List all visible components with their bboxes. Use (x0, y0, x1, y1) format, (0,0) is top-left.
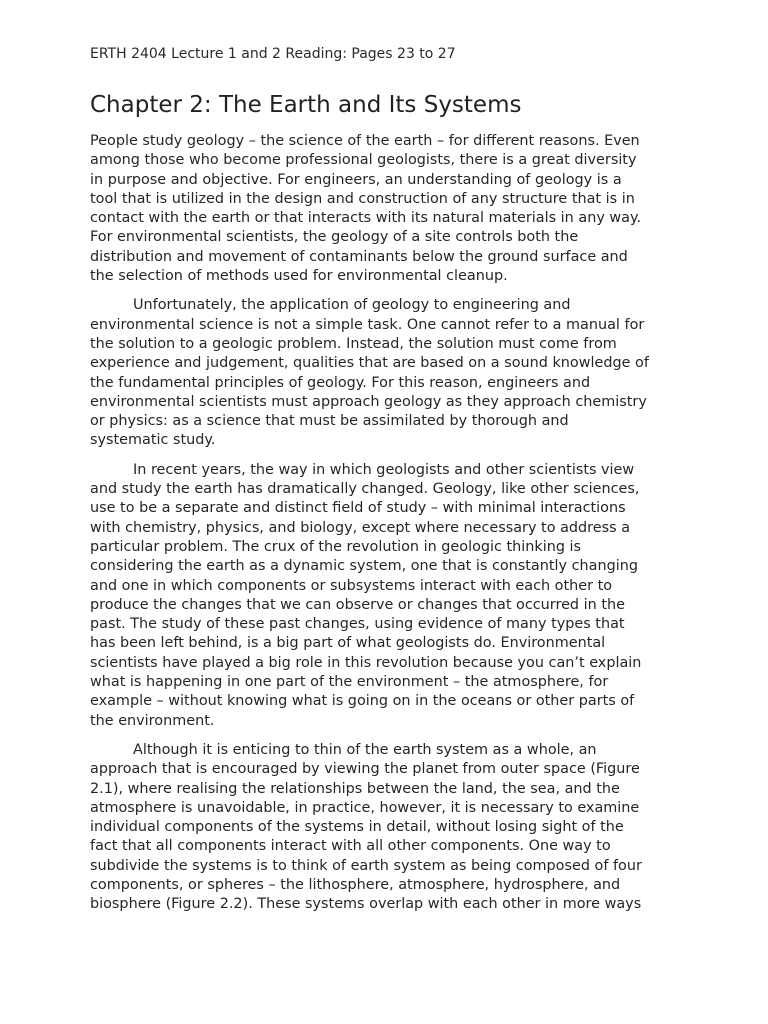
text-line: with chemistry, physics, and biology, except where necessary to address a (90, 519, 631, 536)
text-line: use to be a separate and distinct field of study – with minimal interactions (90, 500, 626, 517)
text-line: past. The study of these past changes, using evidence of many types that (90, 616, 625, 633)
text-line: distribution and movement of contaminants below the ground surface and (90, 248, 628, 265)
text-line: environmental science is not a simple task. One cannot refer to a manual for (90, 316, 645, 333)
text-line: In recent years, the way in which geologists and other scientists view (133, 461, 635, 478)
text-line: the solution to a geologic problem. Instead, the solution must come from (90, 335, 617, 352)
text-line: and study the earth has dramatically changed. Geology, like other sciences, (90, 481, 640, 498)
text-line: the selection of methods used for environmental cleanup. (90, 268, 508, 285)
text-line: contact with the earth or that interacts with its natural materials in any way. (90, 210, 642, 227)
text-line: subdivide the systems is to think of earth system as being composed of four (90, 857, 642, 874)
text-line: atmosphere is unavoidable, in practice, however, it is necessary to examine (90, 799, 640, 816)
text-line: 2.1), where realising the relationships between the land, the sea, and the (90, 780, 620, 797)
paragraph-1 (90, 132, 690, 286)
paragraph-4 (90, 741, 690, 915)
paragraph-2 (90, 296, 690, 450)
text-line: individual components of the systems in detail, without losing sight of the (90, 819, 624, 836)
text-line: or physics: as a science that must be assimilated by thorough and (90, 413, 569, 430)
text-line: experience and judgement, qualities that are based on a sound knowledge of (90, 355, 649, 372)
text-line: environmental scientists must approach geology as they approach chemistry (90, 393, 647, 410)
text-line: in purpose and objective. For engineers, an understanding of geology is a (90, 171, 622, 188)
text-line: fact that all components interact with all other components. One way to (90, 838, 611, 855)
chapter-title: Chapter 2: The Earth and Its Systems (90, 92, 522, 118)
text-line: the fundamental principles of geology. For this reason, engineers and (90, 374, 591, 391)
text-line: the environment. (90, 712, 215, 729)
page-header: ERTH 2404 Lecture 1 and 2 Reading: Pages 23 to 27 (90, 46, 456, 62)
text-line: For environmental scientists, the geology of a site controls both the (90, 229, 579, 246)
text-line: among those who become professional geologists, there is a great diversity (90, 152, 637, 169)
text-line: and one in which components or subsystems interact with each other to (90, 577, 613, 594)
text-line: biosphere (Figure 2.2). These systems overlap with each other in more ways (90, 896, 642, 913)
text-line: considering the earth as a dynamic system, one that is constantly changing (90, 558, 638, 575)
text-line: tool that is utilized in the design and construction of any structure that is in (90, 190, 635, 207)
text-line: produce the changes that we can observe or changes that occurred in the (90, 596, 625, 613)
text-line: Unfortunately, the application of geology to engineering and (133, 297, 571, 314)
paragraph-3 (90, 461, 690, 731)
text-line: Although it is enticing to thin of the earth system as a whole, an (133, 741, 597, 758)
text-line: approach that is encouraged by viewing the planet from outer space (Figure (90, 761, 640, 778)
text-line: what is happening in one part of the environment – the atmosphere, for (90, 674, 609, 691)
text-line: has been left behind, is a big part of what geologists do. Environmental (90, 635, 606, 652)
text-line: particular problem. The crux of the revolution in geologic thinking is (90, 538, 582, 555)
body-text (90, 132, 690, 925)
text-line: scientists have played a big role in this revolution because you can’t explain (90, 654, 642, 671)
text-line: example – without knowing what is going on in the oceans or other parts of (90, 693, 635, 710)
text-line: People study geology – the science of the earth – for different reasons. Even (90, 133, 640, 149)
text-line: systematic study. (90, 432, 216, 449)
text-line: components, or spheres – the lithosphere, atmosphere, hydrosphere, and (90, 876, 621, 893)
